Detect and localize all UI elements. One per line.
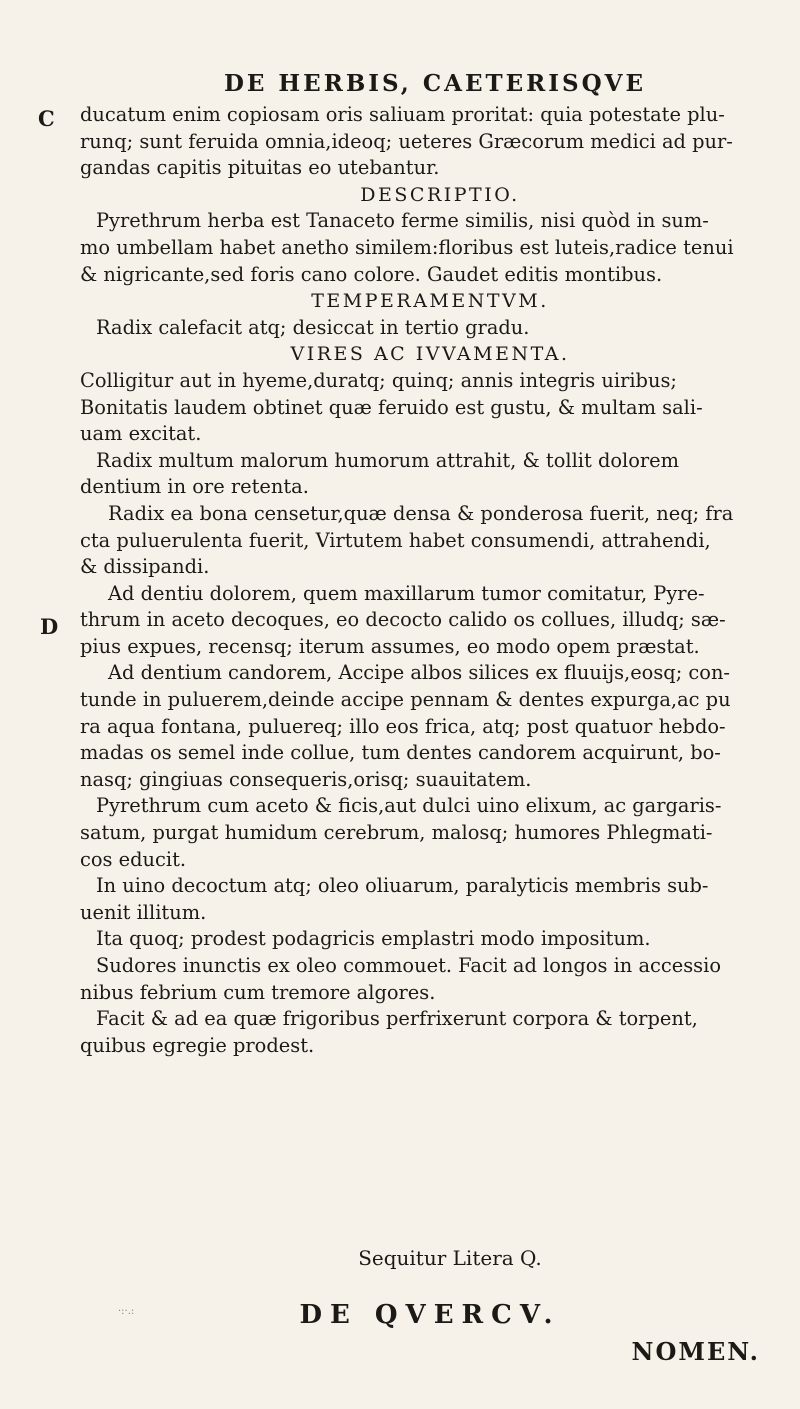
ink-speck: ·:·.: [118,1306,135,1317]
section-heading-vires: VIRES AC IVVAMENTA. [290,343,570,366]
text-line: & dissipandi. [80,555,210,579]
text-line: & nigricante,sed foris cano colore. Gaudet editis montibus. [80,262,663,286]
margin-letter-d: D [40,614,59,639]
text-line: quibus egregie prodest. [80,1033,315,1057]
text-line: Sudores inunctis ex oleo commouet. Facit ad longos in accessio [96,954,721,977]
section-heading-descriptio: DESCRIPTIO. [360,183,520,206]
text-line: cos educit. [80,847,187,871]
text-line: Ita quoq; prodest podagricis emplastri modo impositum. [96,927,651,951]
margin-letter-c: C [38,106,55,131]
text-line: Ad dentiu dolorem, quem maxillarum tumor comitatur, Pyre- [108,581,705,605]
text-line: thrum in aceto decoques, eo decocto calido os collues, illudq; sæ- [80,608,726,632]
text-line: Colligitur aut in hyeme,duratq; quinq; annis integris uiribus; [80,368,677,392]
sequitur-note: Sequitur Litera Q. [358,1246,542,1270]
text-line: Radix ea bona censetur,quæ densa & ponderosa fuerit, neq; fra [108,501,734,525]
text-line: Pyrethrum herba est Tanaceto ferme similis, nisi quòd in sum- [96,209,709,233]
text-line: gandas capitis pituitas eo utebantur. [80,156,440,180]
text-line: ra aqua fontana, puluereq; illo eos frica, atq; post quatuor hebdo- [80,714,726,738]
text-line: Radix multum malorum humorum attrahit, & tollit dolorem [96,448,680,472]
text-line: Bonitatis laudem obtinet quæ feruido est gustu, & multam sali- [80,395,703,419]
running-head: DE HERBIS, CAETERISQ̨VE [223,70,647,97]
text-line: nasq; gingiuas consequeris,orisq; suauitatem. [80,767,532,791]
text-line: Ad dentium candorem, Accipe albos silices ex fluuijs,eosq; con- [108,661,730,685]
text-line: uenit illitum. [80,900,207,924]
text-line: satum, purgat humidum cerebrum, malosq; humores Phlegmati- [80,821,713,845]
text-line: Facit & ad ea quæ frigoribus perfrixerunt corpora & torpent, [96,1007,698,1031]
text-line: Pyrethrum cum aceto & ficis,aut dulci uino elixum, ac gargaris- [96,794,722,818]
text-line: uam excitat. [80,422,202,446]
text-line: ducatum enim copiosam oris saliuam proritat: quia potestate plu- [80,103,725,126]
text-line: tunde in puluerem,deinde accipe pennam & dentes expurga,ac pu [80,688,731,712]
text-line: mo umbellam habet anetho similem:floribus est luteis,radice tenui [80,235,734,259]
text-line: madas os semel inde collue, tum dentes candorem acquirunt, bo- [80,741,721,765]
catchword: NOMEN. [631,1337,760,1366]
text-line: cta puluerulenta fuerit, Virtutem habet consumendi, attrahendi, [80,528,711,552]
text-line: dentium in ore retenta. [80,475,309,499]
next-chapter-title: DE QVERCV. [299,1300,561,1330]
text-line: pius expues, recensq; iterum assumes, eo modo opem præstat. [80,634,700,658]
text-line: nibus febrium cum tremore algores. [80,980,436,1004]
body-text [80,102,780,1059]
section-heading-temperamentum: TEMPERAMENTVM. [311,290,549,313]
text-line: runq; sunt feruida omnia,ideoq; ueteres Græcorum medici ad pur- [80,129,733,153]
text-line: In uino decoctum atq; oleo oliuarum, paralyticis membris sub- [96,874,709,898]
text-line: Radix calefacit atq; desiccat in tertio gradu. [96,315,530,339]
